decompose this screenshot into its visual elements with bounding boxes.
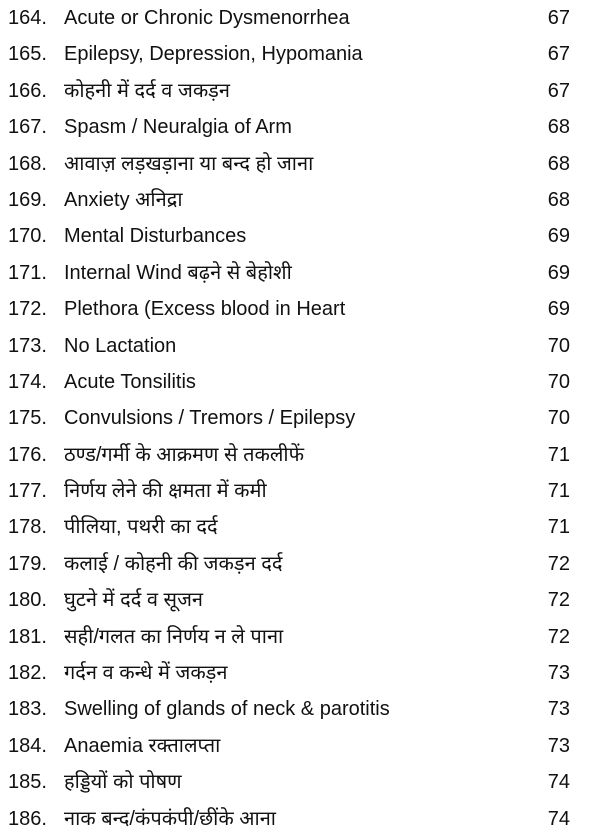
list-item — [0, 257, 600, 293]
list-item — [0, 475, 600, 511]
entry-number: 178. — [8, 516, 47, 539]
entry-page: 72 — [547, 625, 570, 648]
entry-page: 71 — [547, 480, 570, 503]
entry-page: 70 — [547, 334, 570, 357]
list-item — [0, 330, 600, 366]
entry-title: Epilepsy, Depression, Hypomania — [64, 43, 363, 66]
list-item — [0, 621, 600, 657]
list-item — [0, 730, 600, 766]
entry-page: 69 — [547, 298, 570, 321]
entry-number: 166. — [8, 79, 47, 102]
entry-title: हड्डियों को पोषण — [64, 771, 182, 794]
entry-number: 179. — [8, 552, 47, 575]
entry-page: 67 — [547, 79, 570, 102]
entry-page: 67 — [547, 43, 570, 66]
entry-page: 70 — [547, 370, 570, 393]
list-item — [0, 75, 600, 111]
list-item — [0, 766, 600, 802]
entry-number: 170. — [8, 225, 47, 248]
entry-page: 68 — [547, 188, 570, 211]
entry-title: Plethora (Excess blood in Heart — [64, 298, 346, 321]
entry-title: No Lactation — [64, 334, 177, 357]
entry-number: 173. — [8, 334, 47, 357]
entry-page: 74 — [547, 807, 570, 830]
entry-title: पीलिया, पथरी का दर्द — [64, 516, 218, 539]
entry-number: 164. — [8, 7, 47, 29]
list-item — [0, 511, 600, 547]
entry-number: 175. — [8, 407, 47, 430]
entry-title: Convulsions / Tremors / Epilepsy — [64, 407, 356, 430]
entry-page: 73 — [547, 698, 570, 721]
list-item — [0, 111, 600, 147]
list-item — [0, 584, 600, 620]
entry-title: घुटने में दर्द व सूजन — [64, 589, 204, 612]
list-item — [0, 366, 600, 402]
entry-number: 176. — [8, 443, 47, 466]
entry-number: 169. — [8, 188, 47, 211]
entry-title: Acute or Chronic Dysmenorrhea — [64, 7, 350, 29]
entry-page: 68 — [547, 116, 570, 139]
list-item — [0, 693, 600, 729]
list-item — [0, 803, 600, 839]
list-item — [0, 148, 600, 184]
entry-title: गर्दन व कन्धे में जकड़न — [64, 662, 228, 685]
entry-title: Spasm / Neuralgia of Arm — [64, 116, 292, 139]
entry-title: सही/गलत का निर्णय न ले पाना — [64, 625, 284, 648]
entry-title: कोहनी में दर्द व जकड़न — [64, 79, 230, 102]
list-item — [0, 293, 600, 329]
entry-page: 69 — [547, 225, 570, 248]
entry-number: 182. — [8, 662, 47, 685]
entry-page: 67 — [547, 7, 570, 29]
entry-page: 70 — [547, 407, 570, 430]
entry-title: Anxiety अनिद्रा — [64, 188, 183, 211]
entry-number: 185. — [8, 771, 47, 794]
list-item — [0, 2, 600, 38]
entry-title: Mental Disturbances — [64, 225, 247, 248]
list-item — [0, 439, 600, 475]
list-item — [0, 38, 600, 74]
list-item — [0, 657, 600, 693]
entry-number: 181. — [8, 625, 47, 648]
list-item — [0, 402, 600, 438]
entry-title: आवाज़ लड़खड़ाना या बन्द हो जाना — [64, 152, 314, 175]
entry-number: 171. — [8, 261, 47, 284]
entry-page: 68 — [547, 152, 570, 175]
entry-number: 180. — [8, 589, 47, 612]
entry-title: Swelling of glands of neck & parotitis — [64, 698, 390, 721]
entry-number: 183. — [8, 698, 47, 721]
entry-page: 72 — [547, 552, 570, 575]
entry-page: 72 — [547, 589, 570, 612]
entry-number: 174. — [8, 370, 47, 393]
entry-title: Acute Tonsilitis — [64, 370, 196, 393]
entry-number: 165. — [8, 43, 47, 66]
entry-number: 184. — [8, 734, 47, 757]
entry-number: 186. — [8, 807, 47, 830]
entry-page: 73 — [547, 662, 570, 685]
entry-number: 168. — [8, 152, 47, 175]
entry-number: 172. — [8, 298, 47, 321]
entry-page: 74 — [547, 771, 570, 794]
entry-title: Anaemia रक्तालप्ता — [64, 734, 221, 757]
entry-title: ठण्ड/गर्मी के आक्रमण से तकलीफें — [64, 443, 305, 466]
entry-page: 73 — [547, 734, 570, 757]
entry-title: Internal Wind बढ़ने से बेहोशी — [64, 261, 292, 284]
entry-page: 69 — [547, 261, 570, 284]
entry-title: निर्णय लेने की क्षमता में कमी — [64, 480, 267, 503]
entry-title: कलाई / कोहनी की जकड़न दर्द — [64, 552, 283, 575]
list-item — [0, 184, 600, 220]
entry-number: 177. — [8, 480, 47, 503]
entry-number: 167. — [8, 116, 47, 139]
list-item — [0, 220, 600, 256]
entry-page: 71 — [547, 443, 570, 466]
entry-page: 71 — [547, 516, 570, 539]
entry-title: नाक बन्द/कंपकंपी/छींके आना — [64, 807, 276, 830]
list-item — [0, 548, 600, 584]
